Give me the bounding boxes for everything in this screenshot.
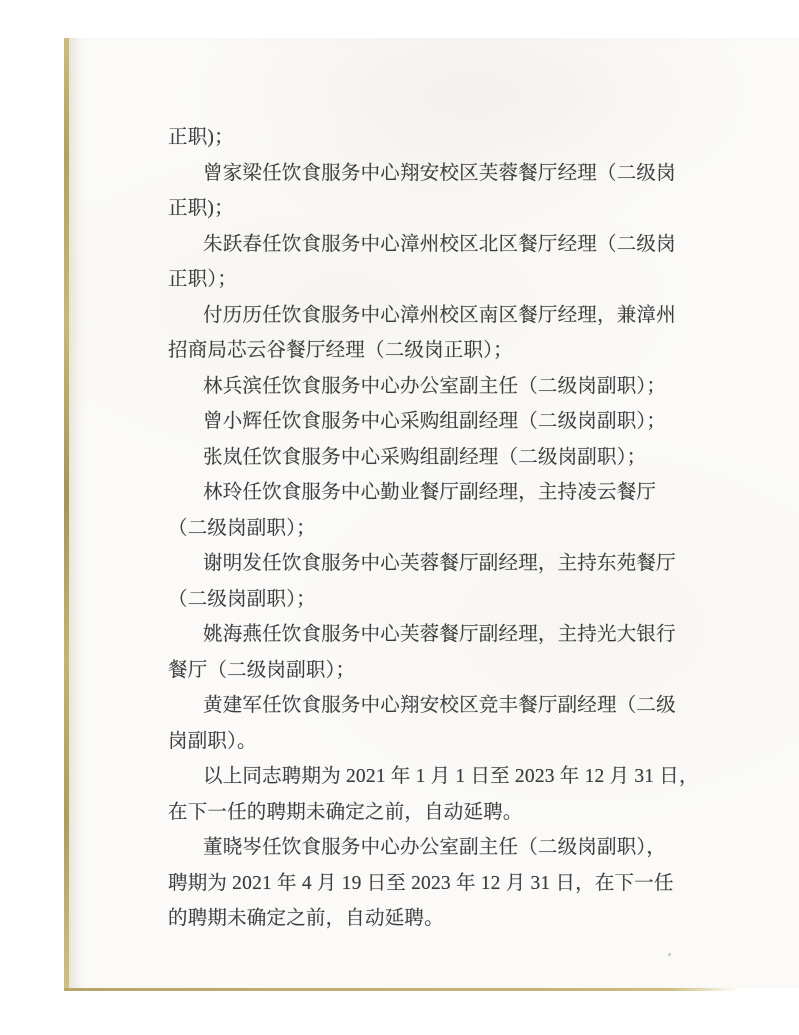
text-line: 朱跃春任饮食服务中心漳州校区北区餐厅经理（二级岗: [203, 233, 676, 255]
text-line: 付历历任饮食服务中心漳州校区南区餐厅经理，兼漳州: [203, 304, 676, 326]
text-line: 谢明发任饮食服务中心芙蓉餐厅副经理，主持东苑餐厅: [203, 553, 676, 574]
text-line: 正职)；: [168, 127, 234, 148]
document-text-block: [168, 120, 754, 937]
text-line: 餐厅（二级岗副职）；: [168, 659, 356, 681]
text-line: 在下一任的聘期未确定之前，自动延聘。: [168, 801, 523, 823]
text-line: 张岚任饮食服务中心采购组副经理（二级岗副职）；: [203, 446, 647, 468]
text-line: 正职)；: [168, 198, 234, 219]
text-line: 林玲任饮食服务中心勤业餐厅副经理，主持凌云餐厅: [203, 482, 657, 503]
text-line: 姚海燕任饮食服务中心芙蓉餐厅副经理，主持光大银行: [203, 624, 676, 645]
text-line: （二级岗副职）；: [168, 517, 316, 539]
text-line: 曾小辉任饮食服务中心采购组副经理（二级岗副职）；: [203, 411, 667, 432]
text-line: （二级岗副职）；: [168, 588, 316, 610]
text-line: 林兵滨任饮食服务中心办公室副主任（二级岗副职）；: [203, 375, 667, 397]
paper-edge-bottom: [64, 988, 740, 991]
text-line: 以上同志聘期为 2021 年 1 月 1 日至 2023 年 12 月 31 日，: [203, 766, 699, 787]
text-line: 招商局芯云谷餐厅经理（二级岗正职）；: [168, 340, 513, 361]
text-line: 的聘期未确定之前，自动延聘。: [168, 908, 444, 929]
text-line: 岗副职）。: [168, 730, 257, 752]
text-line: 董晓岑任饮食服务中心办公室副主任（二级岗副职），: [203, 837, 667, 858]
text-line: 黄建军任饮食服务中心翔安校区竞丰餐厅副经理（二级: [203, 695, 676, 716]
text-line: 正职）；: [168, 269, 238, 290]
scan-speck: [668, 953, 671, 956]
text-line: 曾家梁任饮食服务中心翔安校区芙蓉餐厅经理（二级岗: [203, 162, 676, 184]
text-line: 聘期为 2021 年 4 月 19 日至 2023 年 12 月 31 日，在下一任: [168, 872, 674, 894]
